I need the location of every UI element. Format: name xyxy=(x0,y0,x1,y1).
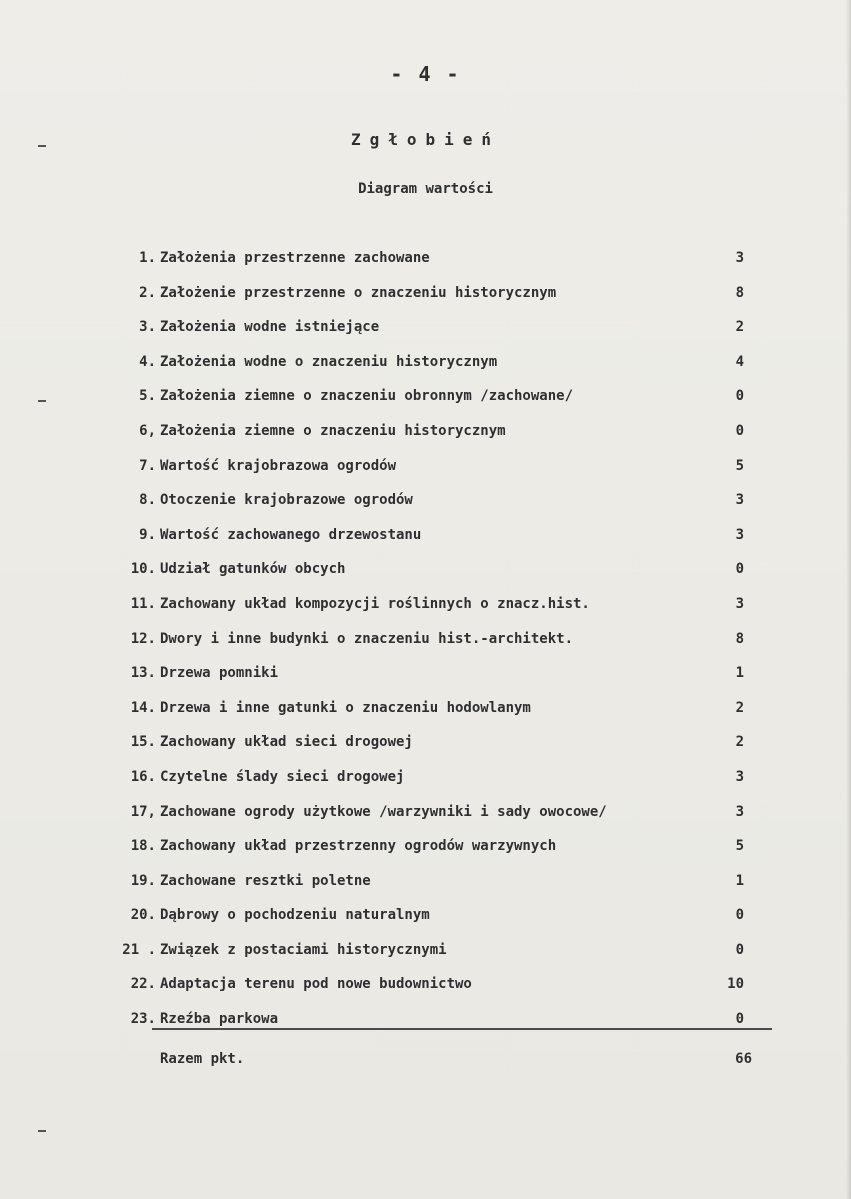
item-label: Otoczenie krajobrazowe ogrodów xyxy=(160,492,413,509)
list-item xyxy=(112,525,752,560)
list-item xyxy=(112,386,752,421)
item-label: Założenia ziemne o znaczeniu obronnym /zachowane/ xyxy=(160,388,574,405)
item-label: Założenie przestrzenne o znaczeniu historycznym xyxy=(160,284,557,301)
list-item xyxy=(112,836,752,871)
item-number: 4. xyxy=(139,353,156,370)
list-item xyxy=(112,490,752,525)
item-number: 20. xyxy=(130,907,156,924)
item-number: 16. xyxy=(130,768,156,785)
item-value: 3 xyxy=(735,803,744,820)
item-value: 2 xyxy=(735,734,744,751)
item-number: 18. xyxy=(130,838,156,855)
item-value: 1 xyxy=(735,872,744,889)
item-label: Dwory i inne budynki o znaczeniu hist.-architekt. xyxy=(160,630,574,647)
item-value: 3 xyxy=(735,492,744,509)
item-number: 14. xyxy=(130,699,156,716)
page-title: Zgłobień xyxy=(350,130,501,149)
item-value: 3 xyxy=(735,768,744,785)
item-value: 8 xyxy=(735,284,744,301)
item-number: 5. xyxy=(139,388,156,405)
total-label: Razem pkt. xyxy=(160,1051,245,1067)
item-label: Założenia przestrzenne zachowane xyxy=(160,250,430,266)
item-value: 5 xyxy=(735,838,744,855)
item-value: 10 xyxy=(727,976,744,993)
item-label: Drzewa i inne gatunki o znaczeniu hodowlanym xyxy=(160,699,531,716)
item-label: Wartość krajobrazowa ogrodów xyxy=(160,457,397,474)
item-number: 9. xyxy=(139,526,156,543)
item-value: 2 xyxy=(735,319,744,336)
list-item xyxy=(112,629,752,664)
item-label: Rzeźba parkowa xyxy=(160,1011,279,1028)
item-value: 0 xyxy=(735,561,744,578)
page-number: - 4 - xyxy=(390,62,461,86)
item-number: 3. xyxy=(139,319,156,336)
list-item xyxy=(112,421,752,456)
list-item xyxy=(112,663,752,698)
item-label: Zachowany układ kompozycji roślinnych o znacz.hist. xyxy=(160,595,590,612)
list-item xyxy=(112,871,752,906)
item-number: 21 . xyxy=(122,941,156,958)
divider xyxy=(152,1028,772,1030)
margin-mark xyxy=(38,145,46,147)
item-label: Założenia ziemne o znaczeniu historycznym xyxy=(160,422,506,439)
item-number: 2. xyxy=(139,284,156,301)
list-item xyxy=(112,767,752,802)
item-label: Zachowany układ sieci drogowej xyxy=(160,734,413,751)
item-number: 8. xyxy=(139,492,156,509)
list-item xyxy=(112,594,752,629)
item-value: 3 xyxy=(735,250,744,266)
value-list xyxy=(112,248,752,1044)
item-value: 8 xyxy=(735,630,744,647)
list-item xyxy=(112,1009,752,1044)
item-value: 0 xyxy=(735,422,744,439)
item-number: 6, xyxy=(139,422,156,439)
page-subtitle: Diagram wartości xyxy=(358,181,493,197)
item-value: 5 xyxy=(735,457,744,474)
list-item xyxy=(112,283,752,318)
item-value: 0 xyxy=(735,388,744,405)
item-number: 22. xyxy=(130,976,156,993)
margin-mark xyxy=(38,1130,46,1132)
item-label: Drzewa pomniki xyxy=(160,665,279,682)
list-item xyxy=(112,974,752,1009)
item-number: 10. xyxy=(130,561,156,578)
item-number: 15. xyxy=(130,734,156,751)
item-value: 3 xyxy=(735,526,744,543)
list-item xyxy=(112,317,752,352)
item-number: 7. xyxy=(139,457,156,474)
item-label: Założenia wodne istniejące xyxy=(160,319,380,336)
list-item xyxy=(112,456,752,491)
item-label: Czytelne ślady sieci drogowej xyxy=(160,768,405,785)
item-value: 3 xyxy=(735,595,744,612)
item-label: Założenia wodne o znaczeniu historycznym xyxy=(160,353,498,370)
item-label: Wartość zachowanego drzewostanu xyxy=(160,526,422,543)
item-value: 0 xyxy=(735,907,744,924)
list-item xyxy=(112,905,752,940)
item-label: Dąbrowy o pochodzeniu naturalnym xyxy=(160,907,430,924)
list-item xyxy=(112,802,752,837)
item-number: 19. xyxy=(130,872,156,889)
list-item xyxy=(112,698,752,733)
list-item xyxy=(112,732,752,767)
item-number: 23. xyxy=(130,1011,156,1028)
item-number: 1. xyxy=(139,250,156,266)
item-label: Zachowane resztki poletne xyxy=(160,872,371,889)
item-number: 12. xyxy=(130,630,156,647)
item-value: 2 xyxy=(735,699,744,716)
item-number: 13. xyxy=(130,665,156,682)
list-item xyxy=(112,559,752,594)
total-value: 66 xyxy=(735,1051,752,1067)
item-label: Udział gatunków obcych xyxy=(160,561,346,578)
list-item xyxy=(112,940,752,975)
page-edge-shadow xyxy=(846,0,851,1199)
list-item xyxy=(112,352,752,387)
item-value: 1 xyxy=(735,665,744,682)
item-label: Zachowany układ przestrzenny ogrodów warzywnych xyxy=(160,838,557,855)
margin-mark xyxy=(38,400,46,402)
item-value: 0 xyxy=(735,941,744,958)
item-value: 0 xyxy=(735,1011,744,1028)
item-value: 4 xyxy=(735,353,744,370)
list-item xyxy=(112,248,752,283)
item-number: 17, xyxy=(130,803,156,820)
item-label: Związek z postaciami historycznymi xyxy=(160,941,447,958)
item-label: Zachowane ogrody użytkowe /warzywniki i sady owocowe/ xyxy=(160,803,607,820)
item-number: 11. xyxy=(130,595,156,612)
item-label: Adaptacja terenu pod nowe budownictwo xyxy=(160,976,472,993)
